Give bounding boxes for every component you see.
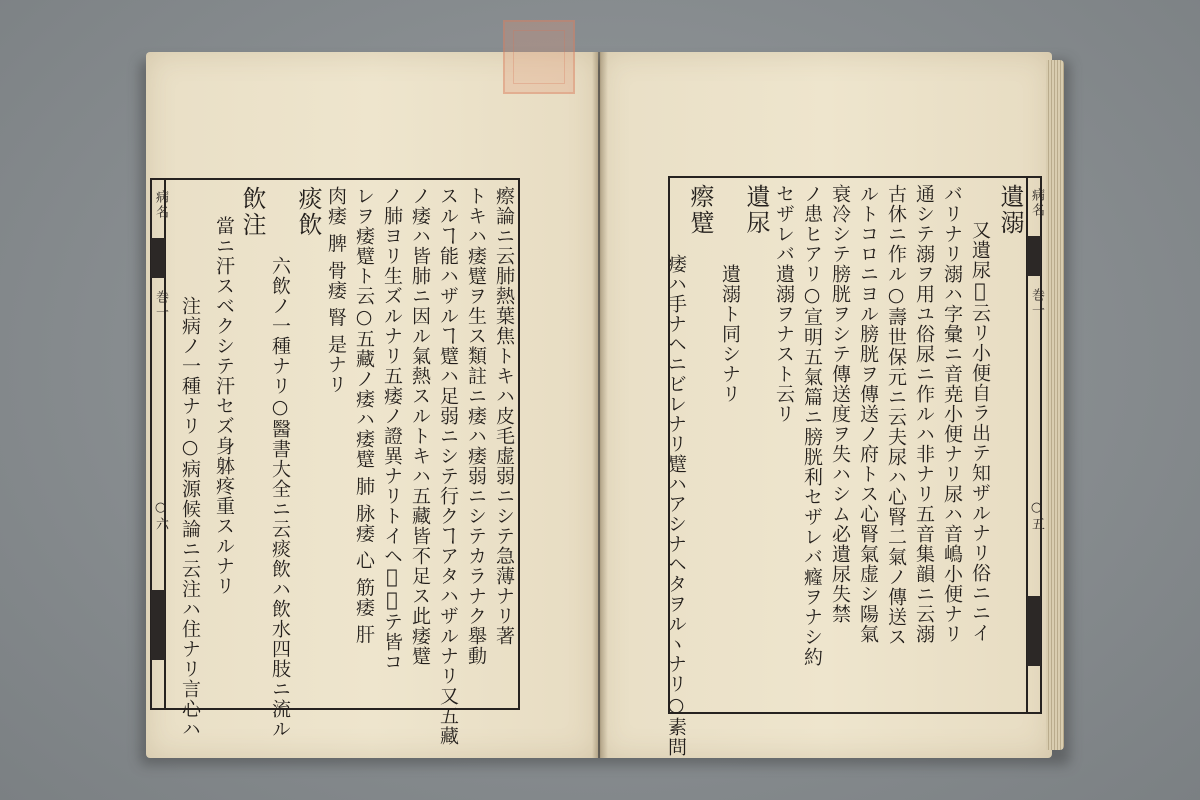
- text-column: 當ニ汗スベクシテ汗セズ身躰疼重スルナリ: [213, 216, 235, 596]
- book-gutter: [592, 52, 608, 758]
- left-fish-tail-lower: [151, 590, 165, 660]
- right-fish-tail-mark: [1027, 236, 1041, 276]
- left-hashira-folio: ○六: [153, 500, 168, 532]
- entry-heading: 遺溺: [996, 184, 1024, 236]
- text-column: 瘵論ニ云肺熱葉焦トキハ皮毛虚弱ニシテ急薄ナリ著: [493, 186, 515, 646]
- text-column: ノ痿ハ皆肺ニ因ル氣熱スルトキハ五藏皆不足ス此痿躄: [409, 186, 431, 666]
- right-text-body: [665, 184, 1026, 757]
- text-column: 衰冷シテ膀胱ヲシテ傳送度ヲ失ハシム必遺尿失禁: [829, 184, 851, 624]
- text-column: 痿ハ手ナヘニビレナリ躄ハアシナヘタヲルヽナリ○素問: [665, 254, 687, 757]
- text-column: 通シテ溺ヲ用ユ俗尿ニ作ルハ非ナリ五音集韻ニ云溺: [913, 184, 935, 644]
- text-column: レヲ痿躄ト云○五藏ノ痿ハ痿躄 肺 脉痿 心 筋痿 肝: [353, 186, 375, 645]
- right-hashira-folio: ○五: [1029, 500, 1044, 532]
- text-column: 六飲ノ一種ナリ○醫書大全ニ云痰飲ハ飲水四肢ニ流ル: [269, 256, 291, 739]
- text-column: 注病ノ一種ナリ○病源候論ニ云注ハ住ナリ言心ハ: [179, 296, 201, 739]
- left-hashira-title: 病名: [153, 190, 168, 220]
- text-column: 遺溺ト同シナリ: [719, 264, 741, 404]
- text-column: トキハ痿躄ヲ生ス類註ニ痿ハ痿弱ニシテカラナク舉動: [465, 186, 487, 666]
- right-fish-tail-lower: [1027, 596, 1041, 666]
- right-hashira-volume: 巻一: [1029, 288, 1044, 318]
- entry-heading: 瘵躄: [686, 184, 714, 236]
- text-column: バリナリ溺ハ字彙ニ音尭小便ナリ尿ハ音嶋小便ナリ: [941, 184, 963, 644]
- text-column: セザレバ遺溺ヲナスト云リ: [773, 184, 795, 424]
- entry-heading: 飲注: [238, 186, 266, 238]
- text-column: 古休ニ作ル○壽世保元ニ云夫尿ハ心腎二氣ノ傳送ス: [885, 184, 907, 647]
- left-text-body: [166, 186, 520, 746]
- page-edges: [1046, 60, 1064, 750]
- text-column: ルトコロニヨル膀胱ヲ傳送ノ府トス心腎氣虚シ陽氣: [857, 184, 879, 644]
- text-column: 肉痿 脾 骨痿 腎 是ナリ: [325, 186, 347, 395]
- text-column: 又遺尿𪜈云リ小便自ラ出テ知ザルナリ俗ニニイ: [969, 220, 991, 643]
- entry-heading: 痰飲: [294, 186, 322, 238]
- text-column: ノ患ヒアリ○宣明五氣篇ニ膀胱利セザレバ癃ヲナシ約: [801, 184, 823, 667]
- right-hashira-title: 病名: [1029, 188, 1044, 218]
- left-fish-tail-mark: [151, 238, 165, 278]
- text-column: スルヿ能ハザルヿ躄ハ足弱ニシテ行クヿアタハザルナリ又五藏: [437, 186, 459, 746]
- text-column: ノ肺ヨリ生ズルナリ五痿ノ證異ナリトイヘ𪜈総テ皆コ: [381, 186, 403, 672]
- entry-heading: 遺尿: [742, 184, 770, 236]
- left-hashira-volume: 巻一: [153, 290, 168, 320]
- red-seal-stamp: [503, 20, 575, 94]
